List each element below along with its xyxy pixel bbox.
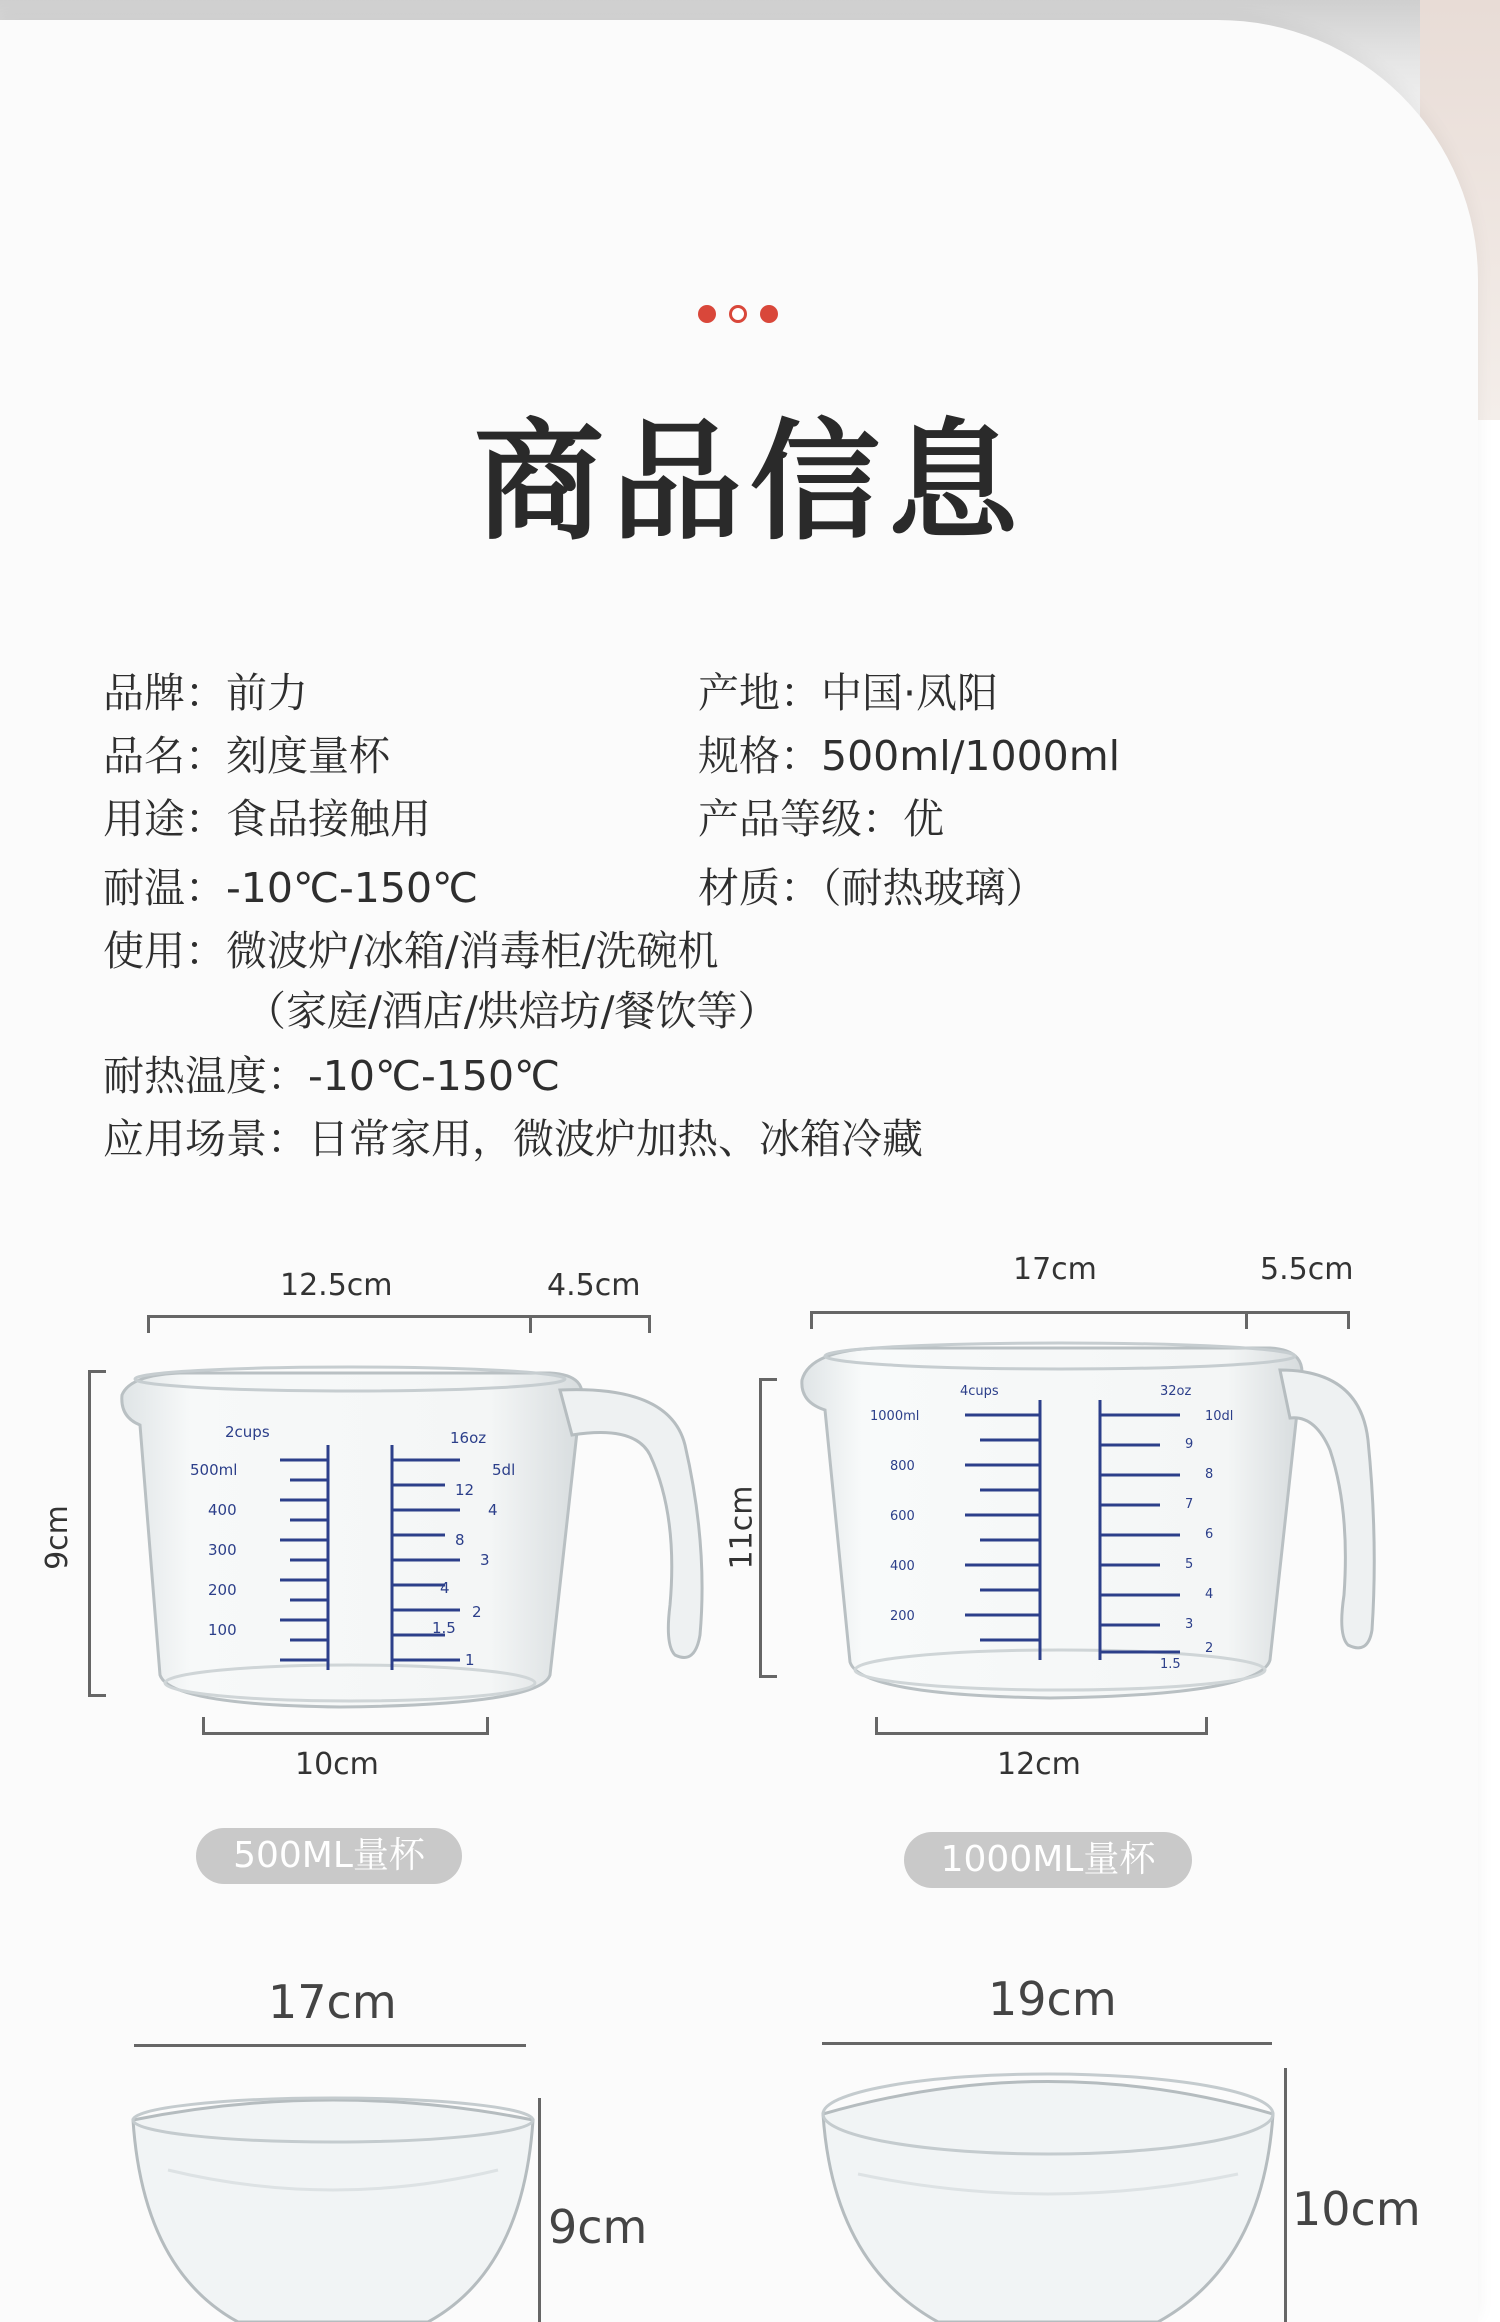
spec-name (103, 723, 390, 782)
spec-origin (698, 660, 998, 719)
scale-label: 1 (465, 1651, 475, 1669)
cup1000-handle-label: 5.5cm (1260, 1252, 1354, 1287)
cup1000-badge: 1000ML量杯 (904, 1832, 1192, 1888)
scale-label: 800 (890, 1459, 915, 1474)
cup1000-width-label: 17cm (1013, 1252, 1097, 1287)
scale-label: 400 (208, 1501, 237, 1519)
spec-value: 刻度量杯 (226, 732, 390, 780)
spec-brand (103, 660, 308, 719)
cup500-height-label: 9cm (39, 1505, 75, 1570)
spec-label: 用途： (103, 795, 226, 843)
spec-label: 材质： (698, 864, 821, 912)
cup500-base-line (202, 1732, 489, 1735)
dot-3 (760, 305, 778, 323)
page-title: 商品信息 (473, 406, 1026, 558)
scale-label: 1.5 (432, 1619, 456, 1637)
dim-tick (810, 1311, 813, 1329)
spec-label: 应用场景： (103, 1115, 308, 1163)
scale-label: 300 (208, 1541, 237, 1559)
scale-label: 10dl (1205, 1409, 1234, 1424)
cup500-illustration (110, 1365, 710, 1715)
spec-label: 品牌： (103, 669, 226, 717)
spec-temp (103, 855, 478, 914)
cup500-width-label: 12.5cm (280, 1268, 393, 1303)
scale-label: 9 (1185, 1437, 1194, 1452)
spec-value: 500ml/1000ml (821, 732, 1121, 780)
dim-tick (88, 1370, 106, 1373)
dot-1 (698, 305, 716, 323)
bowl-large-width-label: 19cm (988, 1972, 1117, 2026)
spec-scene (103, 1106, 923, 1165)
scale-label: 4cups (960, 1384, 999, 1399)
scale-label: 7 (1185, 1497, 1194, 1512)
cup500-handle-label: 4.5cm (547, 1268, 641, 1303)
scale-label: 3 (480, 1551, 490, 1569)
cup1000-top-dimension-line (810, 1311, 1350, 1314)
dim-tick (147, 1315, 150, 1333)
scale-label: 3 (1185, 1617, 1194, 1632)
spec-material (698, 855, 1047, 914)
bowl-small-width-label: 17cm (268, 1975, 397, 2029)
scale-label: 6 (1205, 1527, 1214, 1542)
bowl-small-height-label: 9cm (548, 2200, 648, 2254)
cup500-base-label: 10cm (295, 1747, 379, 1782)
spec-usage-line2 (245, 978, 778, 1037)
dot-2 (729, 305, 747, 323)
bowl-large-illustration (818, 2064, 1278, 2322)
scale-label: 1.5 (1160, 1657, 1181, 1672)
scale-label: 12 (455, 1481, 475, 1499)
scale-label: 5dl (492, 1461, 516, 1479)
dim-tick (202, 1717, 205, 1735)
scale-label: 500ml (190, 1461, 238, 1479)
dim-tick (88, 1694, 106, 1697)
spec-grade (698, 786, 944, 845)
spec-value: 中国·凤阳 (821, 669, 999, 717)
scale-label: 4 (1205, 1587, 1214, 1602)
dim-tick (759, 1675, 777, 1678)
scale-label: 600 (890, 1509, 915, 1524)
scale-label: 4 (488, 1501, 498, 1519)
scale-label: 200 (890, 1609, 915, 1624)
cup500-height-line (88, 1370, 91, 1697)
spec-label: 耐热温度： (103, 1052, 308, 1100)
scale-label: 8 (1205, 1467, 1214, 1482)
scale-label: 400 (890, 1559, 915, 1574)
cup500-badge: 500ML量杯 (196, 1828, 462, 1884)
scale-label: 2 (1205, 1641, 1214, 1656)
content-sheet (0, 20, 1478, 2322)
scale-label: 1000ml (870, 1409, 920, 1424)
scale-label: 8 (455, 1531, 465, 1549)
cup1000-illustration (800, 1340, 1380, 1710)
spec-heat (103, 1043, 560, 1102)
spec-label: 品名： (103, 732, 226, 780)
scale-label: 16oz (450, 1429, 487, 1447)
scale-label: 2cups (225, 1423, 270, 1441)
spec-label: 使用： (103, 927, 226, 975)
scale-label: 5 (1185, 1557, 1194, 1572)
bowl-small-illustration (128, 2090, 538, 2322)
dim-tick (875, 1717, 878, 1735)
cup1000-height-label: 11cm (724, 1485, 760, 1570)
spec-use (103, 786, 431, 845)
section-dots (698, 305, 778, 323)
spec-value: 微波炉/冰箱/消毒柜/洗碗机 (226, 927, 719, 975)
scale-label: 200 (208, 1581, 237, 1599)
spec-value: -10℃-150℃ (226, 864, 479, 912)
scale-label: 100 (208, 1621, 237, 1639)
bowl-large-height-line (1284, 2068, 1287, 2322)
spec-usage (103, 918, 718, 977)
bowl-large-height-label: 10cm (1292, 2182, 1421, 2236)
dim-tick (648, 1315, 651, 1333)
dim-tick (1205, 1717, 1208, 1735)
spec-value: -10℃-150℃ (308, 1052, 561, 1100)
bowl-small-width-line (134, 2044, 526, 2047)
spec-value: 前力 (226, 669, 308, 717)
bowl-small-height-line (538, 2098, 541, 2322)
spec-label: 产品等级： (698, 795, 903, 843)
scale-label: 4 (440, 1579, 450, 1597)
spec-label: 耐温： (103, 864, 226, 912)
spec-value: 食品接触用 (226, 795, 431, 843)
dim-tick (1245, 1311, 1248, 1329)
spec-value: 优 (903, 795, 944, 843)
dim-tick (1347, 1311, 1350, 1329)
scale-label: 32oz (1160, 1384, 1192, 1399)
spec-value: （家庭/酒店/烘焙坊/餐饮等） (245, 987, 779, 1035)
spec-label: 规格： (698, 732, 821, 780)
cup500-top-dimension-line (147, 1315, 651, 1318)
spec-size (698, 723, 1120, 782)
dim-tick (529, 1315, 532, 1333)
dim-tick (759, 1378, 777, 1381)
spec-label: 产地： (698, 669, 821, 717)
dim-tick (486, 1717, 489, 1735)
cup1000-base-line (875, 1732, 1208, 1735)
scale-label: 2 (472, 1603, 482, 1621)
spec-value: 日常家用，微波炉加热、冰箱冷藏 (308, 1115, 923, 1163)
spec-value: （耐热玻璃） (821, 864, 1047, 912)
bowl-large-width-line (822, 2042, 1272, 2045)
cup1000-base-label: 12cm (997, 1747, 1081, 1782)
